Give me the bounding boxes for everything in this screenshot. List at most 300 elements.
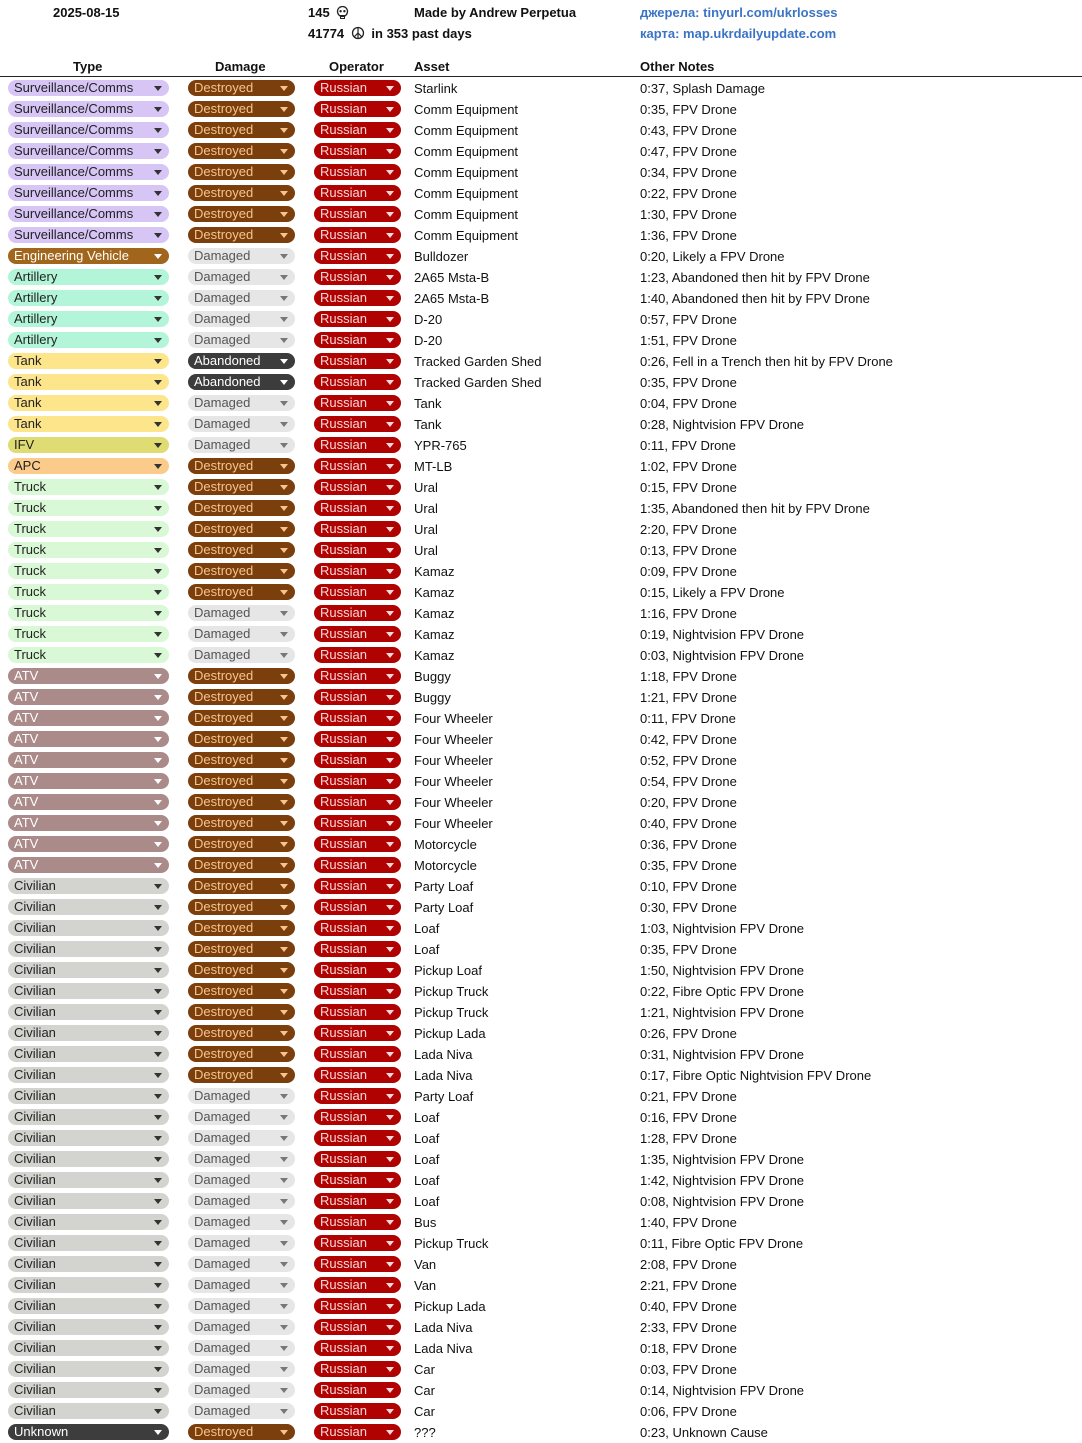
damage-dropdown[interactable] <box>188 332 295 348</box>
dropdown-arrow-icon[interactable] <box>154 1283 162 1288</box>
operator-dropdown[interactable] <box>314 227 401 243</box>
dropdown-arrow-icon[interactable] <box>280 590 288 595</box>
dropdown-arrow-icon[interactable] <box>280 947 288 952</box>
dropdown-arrow-icon[interactable] <box>154 107 162 112</box>
dropdown-arrow-icon[interactable] <box>154 317 162 322</box>
dropdown-arrow-icon[interactable] <box>386 86 394 91</box>
operator-dropdown[interactable] <box>314 710 401 726</box>
operator-dropdown[interactable] <box>314 1382 401 1398</box>
damage-dropdown[interactable] <box>188 1403 295 1419</box>
dropdown-arrow-icon[interactable] <box>280 527 288 532</box>
type-dropdown[interactable] <box>8 311 169 327</box>
type-dropdown[interactable] <box>8 122 169 138</box>
dropdown-arrow-icon[interactable] <box>154 1241 162 1246</box>
dropdown-arrow-icon[interactable] <box>386 1220 394 1225</box>
dropdown-arrow-icon[interactable] <box>386 1388 394 1393</box>
dropdown-arrow-icon[interactable] <box>154 1388 162 1393</box>
dropdown-arrow-icon[interactable] <box>154 884 162 889</box>
dropdown-arrow-icon[interactable] <box>386 821 394 826</box>
dropdown-arrow-icon[interactable] <box>386 1115 394 1120</box>
damage-dropdown[interactable] <box>188 395 295 411</box>
dropdown-arrow-icon[interactable] <box>154 968 162 973</box>
dropdown-arrow-icon[interactable] <box>154 128 162 133</box>
type-dropdown[interactable] <box>8 605 169 621</box>
dropdown-arrow-icon[interactable] <box>280 716 288 721</box>
operator-dropdown[interactable] <box>314 962 401 978</box>
dropdown-arrow-icon[interactable] <box>154 464 162 469</box>
dropdown-arrow-icon[interactable] <box>386 1430 394 1435</box>
dropdown-arrow-icon[interactable] <box>154 989 162 994</box>
type-dropdown[interactable] <box>8 353 169 369</box>
type-dropdown[interactable] <box>8 584 169 600</box>
operator-dropdown[interactable] <box>314 1151 401 1167</box>
damage-dropdown[interactable] <box>188 143 295 159</box>
operator-dropdown[interactable] <box>314 1130 401 1146</box>
dropdown-arrow-icon[interactable] <box>386 863 394 868</box>
operator-dropdown[interactable] <box>314 689 401 705</box>
type-dropdown[interactable] <box>8 542 169 558</box>
type-dropdown[interactable] <box>8 80 169 96</box>
dropdown-arrow-icon[interactable] <box>386 884 394 889</box>
dropdown-arrow-icon[interactable] <box>154 737 162 742</box>
operator-dropdown[interactable] <box>314 437 401 453</box>
dropdown-arrow-icon[interactable] <box>154 611 162 616</box>
dropdown-arrow-icon[interactable] <box>280 632 288 637</box>
damage-dropdown[interactable] <box>188 1424 295 1440</box>
dropdown-arrow-icon[interactable] <box>280 863 288 868</box>
damage-dropdown[interactable] <box>188 752 295 768</box>
type-dropdown[interactable] <box>8 143 169 159</box>
dropdown-arrow-icon[interactable] <box>154 170 162 175</box>
dropdown-arrow-icon[interactable] <box>386 338 394 343</box>
dropdown-arrow-icon[interactable] <box>280 422 288 427</box>
dropdown-arrow-icon[interactable] <box>154 779 162 784</box>
dropdown-arrow-icon[interactable] <box>154 527 162 532</box>
dropdown-arrow-icon[interactable] <box>386 1136 394 1141</box>
damage-dropdown[interactable] <box>188 731 295 747</box>
dropdown-arrow-icon[interactable] <box>154 1094 162 1099</box>
dropdown-arrow-icon[interactable] <box>386 128 394 133</box>
operator-dropdown[interactable] <box>314 1214 401 1230</box>
damage-dropdown[interactable] <box>188 122 295 138</box>
dropdown-arrow-icon[interactable] <box>154 1052 162 1057</box>
dropdown-arrow-icon[interactable] <box>154 1367 162 1372</box>
damage-dropdown[interactable] <box>188 374 295 390</box>
dropdown-arrow-icon[interactable] <box>280 275 288 280</box>
dropdown-arrow-icon[interactable] <box>280 212 288 217</box>
operator-dropdown[interactable] <box>314 794 401 810</box>
dropdown-arrow-icon[interactable] <box>280 1283 288 1288</box>
operator-dropdown[interactable] <box>314 1298 401 1314</box>
type-dropdown[interactable] <box>8 101 169 117</box>
damage-dropdown[interactable] <box>188 710 295 726</box>
dropdown-arrow-icon[interactable] <box>386 107 394 112</box>
damage-dropdown[interactable] <box>188 1235 295 1251</box>
type-dropdown[interactable] <box>8 479 169 495</box>
type-dropdown[interactable] <box>8 164 169 180</box>
damage-dropdown[interactable] <box>188 80 295 96</box>
dropdown-arrow-icon[interactable] <box>386 926 394 931</box>
type-dropdown[interactable] <box>8 1298 169 1314</box>
dropdown-arrow-icon[interactable] <box>280 926 288 931</box>
type-dropdown[interactable] <box>8 920 169 936</box>
type-dropdown[interactable] <box>8 227 169 243</box>
dropdown-arrow-icon[interactable] <box>280 1136 288 1141</box>
type-dropdown[interactable] <box>8 1235 169 1251</box>
operator-dropdown[interactable] <box>314 185 401 201</box>
dropdown-arrow-icon[interactable] <box>386 1094 394 1099</box>
dropdown-arrow-icon[interactable] <box>280 107 288 112</box>
dropdown-arrow-icon[interactable] <box>280 338 288 343</box>
type-dropdown[interactable] <box>8 1088 169 1104</box>
dropdown-arrow-icon[interactable] <box>386 842 394 847</box>
dropdown-arrow-icon[interactable] <box>280 758 288 763</box>
dropdown-arrow-icon[interactable] <box>280 1178 288 1183</box>
operator-dropdown[interactable] <box>314 857 401 873</box>
type-dropdown[interactable] <box>8 773 169 789</box>
damage-dropdown[interactable] <box>188 1382 295 1398</box>
dropdown-arrow-icon[interactable] <box>386 1031 394 1036</box>
type-dropdown[interactable] <box>8 1277 169 1293</box>
dropdown-arrow-icon[interactable] <box>280 695 288 700</box>
operator-dropdown[interactable] <box>314 395 401 411</box>
type-dropdown[interactable] <box>8 962 169 978</box>
operator-dropdown[interactable] <box>314 1424 401 1440</box>
dropdown-arrow-icon[interactable] <box>280 86 288 91</box>
operator-dropdown[interactable] <box>314 206 401 222</box>
dropdown-arrow-icon[interactable] <box>280 653 288 658</box>
operator-dropdown[interactable] <box>314 101 401 117</box>
dropdown-arrow-icon[interactable] <box>386 170 394 175</box>
dropdown-arrow-icon[interactable] <box>154 1073 162 1078</box>
operator-dropdown[interactable] <box>314 1004 401 1020</box>
dropdown-arrow-icon[interactable] <box>154 926 162 931</box>
dropdown-arrow-icon[interactable] <box>386 527 394 532</box>
type-dropdown[interactable] <box>8 1193 169 1209</box>
dropdown-arrow-icon[interactable] <box>280 1031 288 1036</box>
dropdown-arrow-icon[interactable] <box>280 170 288 175</box>
damage-dropdown[interactable] <box>188 227 295 243</box>
type-dropdown[interactable] <box>8 1046 169 1062</box>
dropdown-arrow-icon[interactable] <box>386 422 394 427</box>
dropdown-arrow-icon[interactable] <box>154 1031 162 1036</box>
damage-dropdown[interactable] <box>188 1130 295 1146</box>
operator-dropdown[interactable] <box>314 80 401 96</box>
damage-dropdown[interactable] <box>188 458 295 474</box>
dropdown-arrow-icon[interactable] <box>386 1052 394 1057</box>
operator-dropdown[interactable] <box>314 1319 401 1335</box>
dropdown-arrow-icon[interactable] <box>386 653 394 658</box>
damage-dropdown[interactable] <box>188 626 295 642</box>
dropdown-arrow-icon[interactable] <box>280 1388 288 1393</box>
damage-dropdown[interactable] <box>188 941 295 957</box>
dropdown-arrow-icon[interactable] <box>386 359 394 364</box>
dropdown-arrow-icon[interactable] <box>154 191 162 196</box>
type-dropdown[interactable] <box>8 1340 169 1356</box>
type-dropdown[interactable] <box>8 437 169 453</box>
operator-dropdown[interactable] <box>314 1361 401 1377</box>
dropdown-arrow-icon[interactable] <box>154 695 162 700</box>
dropdown-arrow-icon[interactable] <box>386 695 394 700</box>
operator-dropdown[interactable] <box>314 1256 401 1272</box>
damage-dropdown[interactable] <box>188 1340 295 1356</box>
operator-dropdown[interactable] <box>314 458 401 474</box>
dropdown-arrow-icon[interactable] <box>280 254 288 259</box>
operator-dropdown[interactable] <box>314 353 401 369</box>
type-dropdown[interactable] <box>8 1067 169 1083</box>
operator-dropdown[interactable] <box>314 752 401 768</box>
dropdown-arrow-icon[interactable] <box>280 1157 288 1162</box>
type-dropdown[interactable] <box>8 458 169 474</box>
operator-dropdown[interactable] <box>314 920 401 936</box>
dropdown-arrow-icon[interactable] <box>280 674 288 679</box>
dropdown-arrow-icon[interactable] <box>386 191 394 196</box>
dropdown-arrow-icon[interactable] <box>154 1262 162 1267</box>
dropdown-arrow-icon[interactable] <box>280 1409 288 1414</box>
dropdown-arrow-icon[interactable] <box>154 443 162 448</box>
type-dropdown[interactable] <box>8 332 169 348</box>
dropdown-arrow-icon[interactable] <box>154 359 162 364</box>
dropdown-arrow-icon[interactable] <box>280 569 288 574</box>
dropdown-arrow-icon[interactable] <box>280 548 288 553</box>
dropdown-arrow-icon[interactable] <box>386 1346 394 1351</box>
operator-dropdown[interactable] <box>314 164 401 180</box>
damage-dropdown[interactable] <box>188 416 295 432</box>
operator-dropdown[interactable] <box>314 1340 401 1356</box>
dropdown-arrow-icon[interactable] <box>280 1052 288 1057</box>
dropdown-arrow-icon[interactable] <box>280 842 288 847</box>
damage-dropdown[interactable] <box>188 1025 295 1041</box>
dropdown-arrow-icon[interactable] <box>386 1199 394 1204</box>
type-dropdown[interactable] <box>8 689 169 705</box>
dropdown-arrow-icon[interactable] <box>154 233 162 238</box>
dropdown-arrow-icon[interactable] <box>386 590 394 595</box>
dropdown-arrow-icon[interactable] <box>386 779 394 784</box>
dropdown-arrow-icon[interactable] <box>386 506 394 511</box>
type-dropdown[interactable] <box>8 1214 169 1230</box>
damage-dropdown[interactable] <box>188 1277 295 1293</box>
damage-dropdown[interactable] <box>188 1088 295 1104</box>
dropdown-arrow-icon[interactable] <box>386 1367 394 1372</box>
operator-dropdown[interactable] <box>314 332 401 348</box>
dropdown-arrow-icon[interactable] <box>280 905 288 910</box>
damage-dropdown[interactable] <box>188 311 295 327</box>
type-dropdown[interactable] <box>8 206 169 222</box>
type-dropdown[interactable] <box>8 374 169 390</box>
damage-dropdown[interactable] <box>188 479 295 495</box>
dropdown-arrow-icon[interactable] <box>154 86 162 91</box>
operator-dropdown[interactable] <box>314 626 401 642</box>
dropdown-arrow-icon[interactable] <box>280 1220 288 1225</box>
damage-dropdown[interactable] <box>188 920 295 936</box>
dropdown-arrow-icon[interactable] <box>154 758 162 763</box>
type-dropdown[interactable] <box>8 269 169 285</box>
operator-dropdown[interactable] <box>314 1403 401 1419</box>
damage-dropdown[interactable] <box>188 689 295 705</box>
type-dropdown[interactable] <box>8 563 169 579</box>
dropdown-arrow-icon[interactable] <box>386 905 394 910</box>
type-dropdown[interactable] <box>8 731 169 747</box>
type-dropdown[interactable] <box>8 752 169 768</box>
dropdown-arrow-icon[interactable] <box>386 569 394 574</box>
damage-dropdown[interactable] <box>188 353 295 369</box>
damage-dropdown[interactable] <box>188 1361 295 1377</box>
operator-dropdown[interactable] <box>314 605 401 621</box>
dropdown-arrow-icon[interactable] <box>280 359 288 364</box>
type-dropdown[interactable] <box>8 1424 169 1440</box>
operator-dropdown[interactable] <box>314 500 401 516</box>
dropdown-arrow-icon[interactable] <box>154 1304 162 1309</box>
operator-dropdown[interactable] <box>314 983 401 999</box>
type-dropdown[interactable] <box>8 1109 169 1125</box>
operator-dropdown[interactable] <box>314 1109 401 1125</box>
operator-dropdown[interactable] <box>314 416 401 432</box>
damage-dropdown[interactable] <box>188 584 295 600</box>
dropdown-arrow-icon[interactable] <box>154 548 162 553</box>
operator-dropdown[interactable] <box>314 563 401 579</box>
dropdown-arrow-icon[interactable] <box>386 380 394 385</box>
type-dropdown[interactable] <box>8 290 169 306</box>
operator-dropdown[interactable] <box>314 479 401 495</box>
dropdown-arrow-icon[interactable] <box>280 296 288 301</box>
operator-dropdown[interactable] <box>314 773 401 789</box>
dropdown-arrow-icon[interactable] <box>280 1010 288 1015</box>
operator-dropdown[interactable] <box>314 878 401 894</box>
dropdown-arrow-icon[interactable] <box>154 1178 162 1183</box>
damage-dropdown[interactable] <box>188 164 295 180</box>
damage-dropdown[interactable] <box>188 647 295 663</box>
dropdown-arrow-icon[interactable] <box>154 1199 162 1204</box>
damage-dropdown[interactable] <box>188 878 295 894</box>
dropdown-arrow-icon[interactable] <box>386 737 394 742</box>
damage-dropdown[interactable] <box>188 269 295 285</box>
operator-dropdown[interactable] <box>314 1277 401 1293</box>
dropdown-arrow-icon[interactable] <box>154 1220 162 1225</box>
damage-dropdown[interactable] <box>188 1298 295 1314</box>
type-dropdown[interactable] <box>8 668 169 684</box>
type-dropdown[interactable] <box>8 248 169 264</box>
damage-dropdown[interactable] <box>188 521 295 537</box>
type-dropdown[interactable] <box>8 1025 169 1041</box>
dropdown-arrow-icon[interactable] <box>386 800 394 805</box>
dropdown-arrow-icon[interactable] <box>386 674 394 679</box>
damage-dropdown[interactable] <box>188 1319 295 1335</box>
type-dropdown[interactable] <box>8 815 169 831</box>
dropdown-arrow-icon[interactable] <box>386 968 394 973</box>
dropdown-arrow-icon[interactable] <box>280 1115 288 1120</box>
dropdown-arrow-icon[interactable] <box>154 1346 162 1351</box>
dropdown-arrow-icon[interactable] <box>280 128 288 133</box>
dropdown-arrow-icon[interactable] <box>386 1010 394 1015</box>
dropdown-arrow-icon[interactable] <box>386 548 394 553</box>
type-dropdown[interactable] <box>8 878 169 894</box>
dropdown-arrow-icon[interactable] <box>154 212 162 217</box>
damage-dropdown[interactable] <box>188 1214 295 1230</box>
type-dropdown[interactable] <box>8 1256 169 1272</box>
damage-dropdown[interactable] <box>188 1004 295 1020</box>
dropdown-arrow-icon[interactable] <box>386 296 394 301</box>
type-dropdown[interactable] <box>8 1004 169 1020</box>
dropdown-arrow-icon[interactable] <box>154 149 162 154</box>
damage-dropdown[interactable] <box>188 836 295 852</box>
dropdown-arrow-icon[interactable] <box>386 443 394 448</box>
damage-dropdown[interactable] <box>188 605 295 621</box>
dropdown-arrow-icon[interactable] <box>280 1241 288 1246</box>
dropdown-arrow-icon[interactable] <box>154 569 162 574</box>
operator-dropdown[interactable] <box>314 269 401 285</box>
dropdown-arrow-icon[interactable] <box>386 989 394 994</box>
dropdown-arrow-icon[interactable] <box>386 947 394 952</box>
type-dropdown[interactable] <box>8 857 169 873</box>
type-dropdown[interactable] <box>8 836 169 852</box>
dropdown-arrow-icon[interactable] <box>280 611 288 616</box>
dropdown-arrow-icon[interactable] <box>280 1094 288 1099</box>
damage-dropdown[interactable] <box>188 857 295 873</box>
dropdown-arrow-icon[interactable] <box>280 1325 288 1330</box>
damage-dropdown[interactable] <box>188 542 295 558</box>
dropdown-arrow-icon[interactable] <box>280 485 288 490</box>
dropdown-arrow-icon[interactable] <box>386 1409 394 1414</box>
damage-dropdown[interactable] <box>188 563 295 579</box>
dropdown-arrow-icon[interactable] <box>280 989 288 994</box>
dropdown-arrow-icon[interactable] <box>386 716 394 721</box>
dropdown-arrow-icon[interactable] <box>280 1367 288 1372</box>
dropdown-arrow-icon[interactable] <box>154 653 162 658</box>
dropdown-arrow-icon[interactable] <box>386 254 394 259</box>
operator-dropdown[interactable] <box>314 374 401 390</box>
dropdown-arrow-icon[interactable] <box>280 1199 288 1204</box>
dropdown-arrow-icon[interactable] <box>154 1157 162 1162</box>
dropdown-arrow-icon[interactable] <box>154 254 162 259</box>
type-dropdown[interactable] <box>8 899 169 915</box>
damage-dropdown[interactable] <box>188 899 295 915</box>
dropdown-arrow-icon[interactable] <box>280 1430 288 1435</box>
operator-dropdown[interactable] <box>314 1172 401 1188</box>
type-dropdown[interactable] <box>8 1151 169 1167</box>
dropdown-arrow-icon[interactable] <box>154 842 162 847</box>
dropdown-arrow-icon[interactable] <box>280 401 288 406</box>
operator-dropdown[interactable] <box>314 647 401 663</box>
damage-dropdown[interactable] <box>188 1067 295 1083</box>
dropdown-arrow-icon[interactable] <box>154 338 162 343</box>
dropdown-arrow-icon[interactable] <box>154 1115 162 1120</box>
operator-dropdown[interactable] <box>314 731 401 747</box>
dropdown-arrow-icon[interactable] <box>280 1346 288 1351</box>
type-dropdown[interactable] <box>8 941 169 957</box>
dropdown-arrow-icon[interactable] <box>154 674 162 679</box>
dropdown-arrow-icon[interactable] <box>154 1325 162 1330</box>
damage-dropdown[interactable] <box>188 815 295 831</box>
type-dropdown[interactable] <box>8 500 169 516</box>
dropdown-arrow-icon[interactable] <box>154 947 162 952</box>
type-dropdown[interactable] <box>8 1172 169 1188</box>
damage-dropdown[interactable] <box>188 773 295 789</box>
dropdown-arrow-icon[interactable] <box>280 1073 288 1078</box>
dropdown-arrow-icon[interactable] <box>386 275 394 280</box>
dropdown-arrow-icon[interactable] <box>154 800 162 805</box>
dropdown-arrow-icon[interactable] <box>154 485 162 490</box>
dropdown-arrow-icon[interactable] <box>386 1283 394 1288</box>
type-dropdown[interactable] <box>8 185 169 201</box>
type-dropdown[interactable] <box>8 1382 169 1398</box>
dropdown-arrow-icon[interactable] <box>154 821 162 826</box>
damage-dropdown[interactable] <box>188 1046 295 1062</box>
dropdown-arrow-icon[interactable] <box>280 317 288 322</box>
dropdown-arrow-icon[interactable] <box>154 506 162 511</box>
type-dropdown[interactable] <box>8 710 169 726</box>
dropdown-arrow-icon[interactable] <box>280 737 288 742</box>
dropdown-arrow-icon[interactable] <box>280 443 288 448</box>
